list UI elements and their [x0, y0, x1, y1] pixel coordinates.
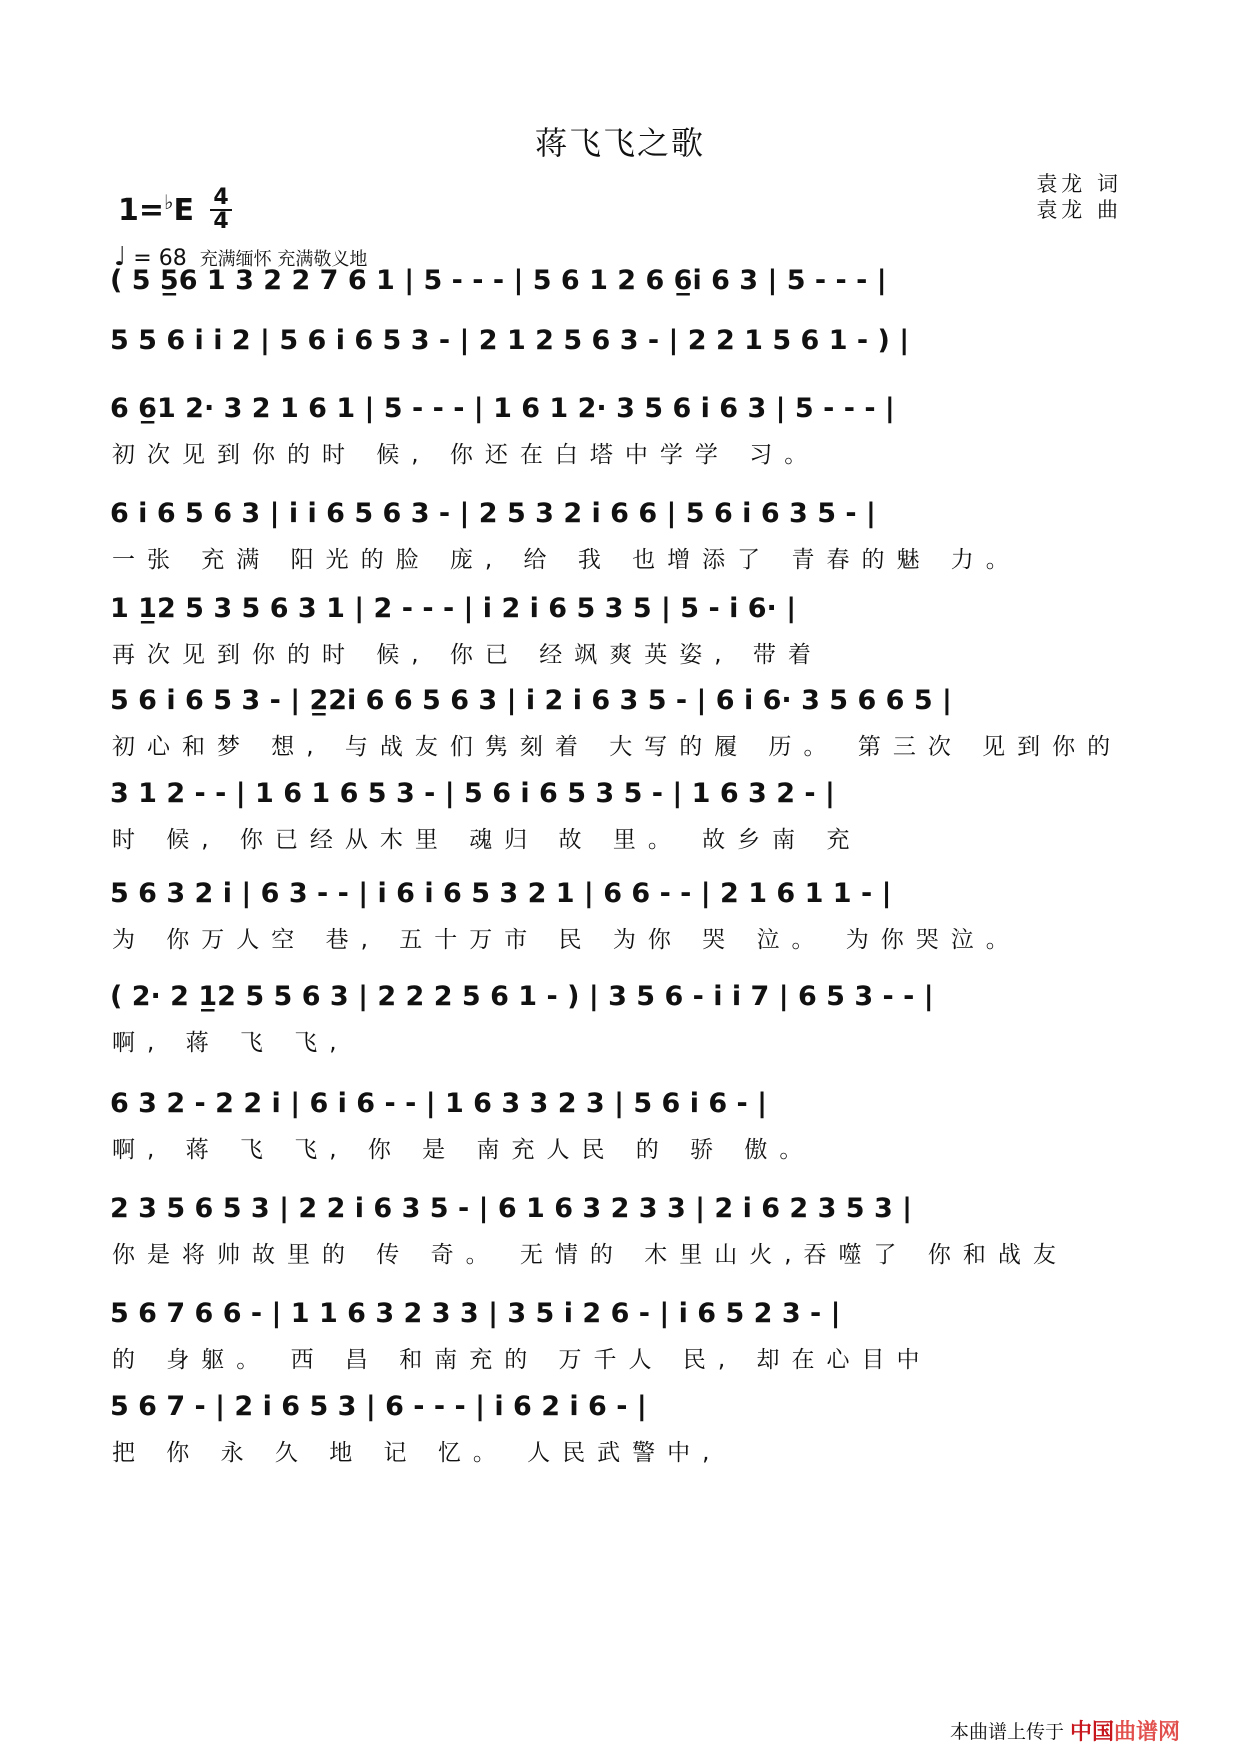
- music-line: 5 6 7 - | 2 i 6 5 3 | 6 - - - | i 6 2 i 6 - |: [110, 1390, 647, 1422]
- score-system: [110, 865, 1125, 955]
- lyric-line: 你是将帅故里的 传 奇。 无情的 木里山火,吞噬了 你和战友: [112, 1242, 1068, 1268]
- site-logo: [1070, 1715, 1180, 1746]
- footer-text: 本曲谱上传于: [949, 1721, 1064, 1743]
- key-prefix: 1=: [118, 193, 165, 228]
- time-top: 4: [213, 185, 229, 210]
- score-system: [110, 1075, 1125, 1165]
- lyricist-credit: 袁龙 词: [1036, 172, 1122, 196]
- flat-sign: ♭: [164, 190, 174, 214]
- logo-part-a: 中国: [1069, 1720, 1114, 1745]
- score-system: [110, 580, 1125, 670]
- music-line: 5 5 6 i i 2 | 5 6 i 6 5 3 - | 2 1 2 5 6 3 - | 2 2 1 5 6 1 - ) |: [110, 324, 910, 356]
- music-line: 5 6 7 6 6 - | 1 1 6 3 2 3 3 | 3 5 i 2 6 - | i 6 5 2 3 - |: [110, 1297, 841, 1329]
- composer-credit: 袁龙 曲: [1036, 198, 1122, 222]
- music-line: 1 1̲2 5 3 5 6 3 1 | 2 - - - | i 2 i 6 5 3 5 | 5 - i 6· |: [110, 592, 797, 624]
- lyric-line: 啊, 蒋 飞 飞,: [112, 1030, 349, 1056]
- key-letter: E: [173, 193, 194, 228]
- music-line: 5 6 i 6 5 3 - | 2̲2i 6 6 5 6 3 | i 2 i 6 3 5 - | 6 i 6· 3 5 6 6 5 |: [110, 684, 952, 716]
- music-line: 6 i 6 5 6 3 | i i 6 5 6 3 - | 2 5 3 2 i 6 6 | 5 6 i 6 3 5 - |: [110, 497, 876, 529]
- lyric-line: 把 你 永 久 地 记 忆。 人民武警中,: [112, 1440, 722, 1466]
- music-line: 5 6 3 2 i | 6 3 - - | i 6 i 6 5 3 2 1 | 6 6 - - | 2 1 6 1 1 - |: [110, 877, 892, 909]
- music-line: 6 3 2 - 2 2 i | 6 i 6 - - | 1 6 3 3 2 3 | 5 6 i 6 - |: [110, 1087, 768, 1119]
- mood-text: 充满缅怀 充满敬义地: [199, 249, 368, 270]
- score-system: [110, 1180, 1125, 1270]
- song-title: 蒋飞飞之歌: [534, 124, 705, 162]
- lyric-line: 时 候, 你已经从木里 魂归 故 里。 故乡南 充: [112, 827, 862, 853]
- time-signature: [210, 185, 232, 234]
- lyric-line: 再次见到你的时 候, 你已 经飒爽英姿, 带着: [112, 642, 823, 668]
- logo-part-b: 曲谱网: [1113, 1720, 1180, 1745]
- lyric-line: 为 你万人空 巷, 五十万市 民 为你 哭 泣。 为你哭泣。: [112, 927, 1021, 953]
- lyric-line: 一张 充满 阳光的脸 庞, 给 我 也增添了 青春的魅 力。: [112, 547, 1021, 573]
- key-signature: [118, 190, 194, 228]
- lyric-line: 的 身躯。 西 昌 和南充的 万千人 民, 却在心目中: [112, 1347, 932, 1373]
- lyric-line: 初次见到你的时 候, 你还在白塔中学学 习。: [112, 442, 820, 468]
- time-bottom: 4: [213, 209, 229, 234]
- footer: [950, 1715, 1180, 1746]
- score-system: [110, 485, 1125, 575]
- music-line: ( 2· 2 1̲2 5 5 6 3 | 2 2 2 5 6 1 - ) | 3 5 6 - i i 7 | 6 5 3 - - |: [110, 980, 934, 1012]
- lyric-line: 啊, 蒋 飞 飞, 你 是 南充人民 的 骄 傲。: [112, 1137, 815, 1163]
- score-system: [110, 1285, 1125, 1375]
- tempo-value: = 68: [133, 246, 187, 271]
- music-line: 3 1 2 - - | 1 6 1 6 5 3 - | 5 6 i 6 5 3 5 - | 1 6 3 2 - |: [110, 777, 835, 809]
- score-system: [110, 380, 1125, 470]
- score-system: [110, 1378, 1125, 1468]
- lyric-line: 初心和梦 想, 与战友们隽刻着 大写的履 历。 第三次 见到你的: [112, 734, 1123, 760]
- music-line: 6 6̲1 2· 3 2 1 6 1 | 5 - - - | 1 6 1 2· 3 5 6 i 6 3 | 5 - - - |: [110, 392, 895, 424]
- quarter-note-icon: ♩: [114, 242, 127, 272]
- score-system: [110, 968, 1125, 1058]
- music-line: 2 3 5 6 5 3 | 2 2 i 6 3 5 - | 6 1 6 3 2 3 3 | 2 i 6 2 3 5 3 |: [110, 1192, 913, 1224]
- score-system: [110, 765, 1125, 855]
- score-system: [110, 672, 1125, 762]
- music-line: ( 5 5̲6 1 3 2 2 7 6 1 | 5 - - - | 5 6 1 2 6 6̲i 6 3 | 5 - - - |: [110, 264, 887, 296]
